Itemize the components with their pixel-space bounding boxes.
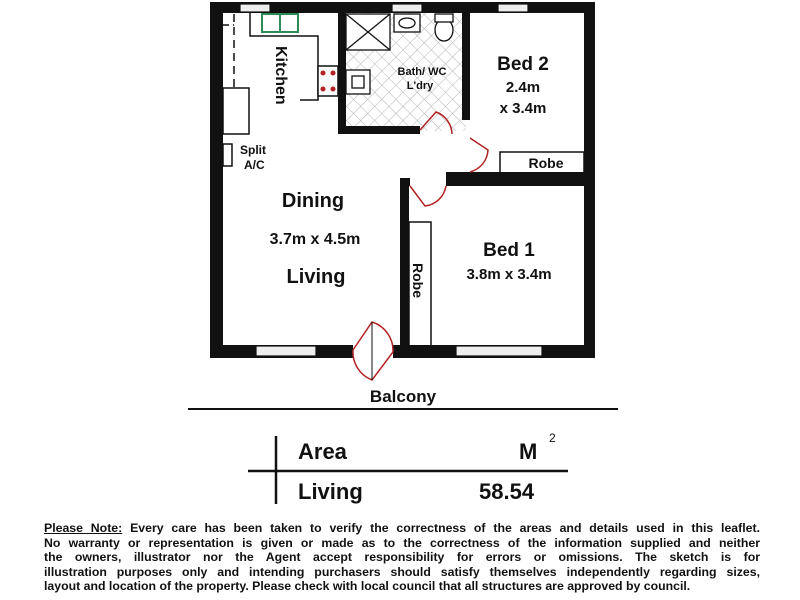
window-living [256,346,316,356]
area-header-unit: M [519,439,538,464]
living-dims-label: 3.7m x 4.5m [269,231,361,248]
window-kitchen [240,4,270,12]
bed2-dim2: x 3.4m [499,100,547,117]
disclaimer-heading: Please Note: [44,521,123,535]
bed2-dim1: 2.4m [505,79,541,96]
disclaimer-line-4: illustration purposes only and intending purchasers should satisfy themselves independently regarding sizes, [44,564,760,579]
wall-bed1-top-b [446,178,592,186]
area-header-label: Area [298,439,347,464]
wall-bed1-left [400,178,409,348]
kitchen-fridge-space [223,88,249,134]
split-ac-label-1: Split [240,143,266,157]
wall-bath-bottom [338,126,420,134]
bed1-label: Bed 1 [483,240,535,261]
door-bed1 [410,186,446,206]
disclaimer-line-5: layout and location of the property. Please check with local council that all structures are approved by council. [44,579,691,594]
area-header-unit-sup: 2 [549,431,556,445]
disclaimer-line-3: the owners, illustrator nor the Agent accept responsibility for errors or omissions. The sketch is for [44,550,760,565]
robe-bed2-label: Robe [528,155,564,171]
bed2-label: Bed 2 [497,54,549,75]
bath-label: Bath/ WC [397,66,447,78]
area-row-label: Living [298,479,363,504]
wall-bath-left [338,12,346,132]
dining-label: Dining [281,190,345,212]
door-balcony [353,322,393,380]
window-bed2 [498,4,528,12]
wall-bath-bed2 [462,12,470,120]
laundry-label: L'dry [406,80,434,92]
wall-left [210,2,223,358]
split-ac-label-2: A/C [244,158,265,172]
window-bed1 [456,346,542,356]
balcony-label: Balcony [369,387,437,406]
living-label: Living [286,266,346,288]
area-row-value: 58.54 [479,479,535,504]
disclaimer-line-1 [44,521,760,536]
door-swings [353,112,488,380]
robe-bed1-label: Robe [410,263,426,298]
disclaimer-note [44,521,760,594]
stove-icon [318,66,338,96]
split-ac-unit [223,144,232,166]
disclaimer-text-1: Every care has been taken to verify the correctness of the areas and details used in this leaflet. [130,521,760,535]
kitchen-label: Kitchen [272,46,289,105]
disclaimer-line-2: No warranty or representation is given or made as to the correctness of the information supplied and neither [44,535,760,550]
bed1-dims-label: 3.8m x 3.4m [466,266,552,283]
window-bath [392,4,422,12]
door-bed2 [470,138,488,172]
